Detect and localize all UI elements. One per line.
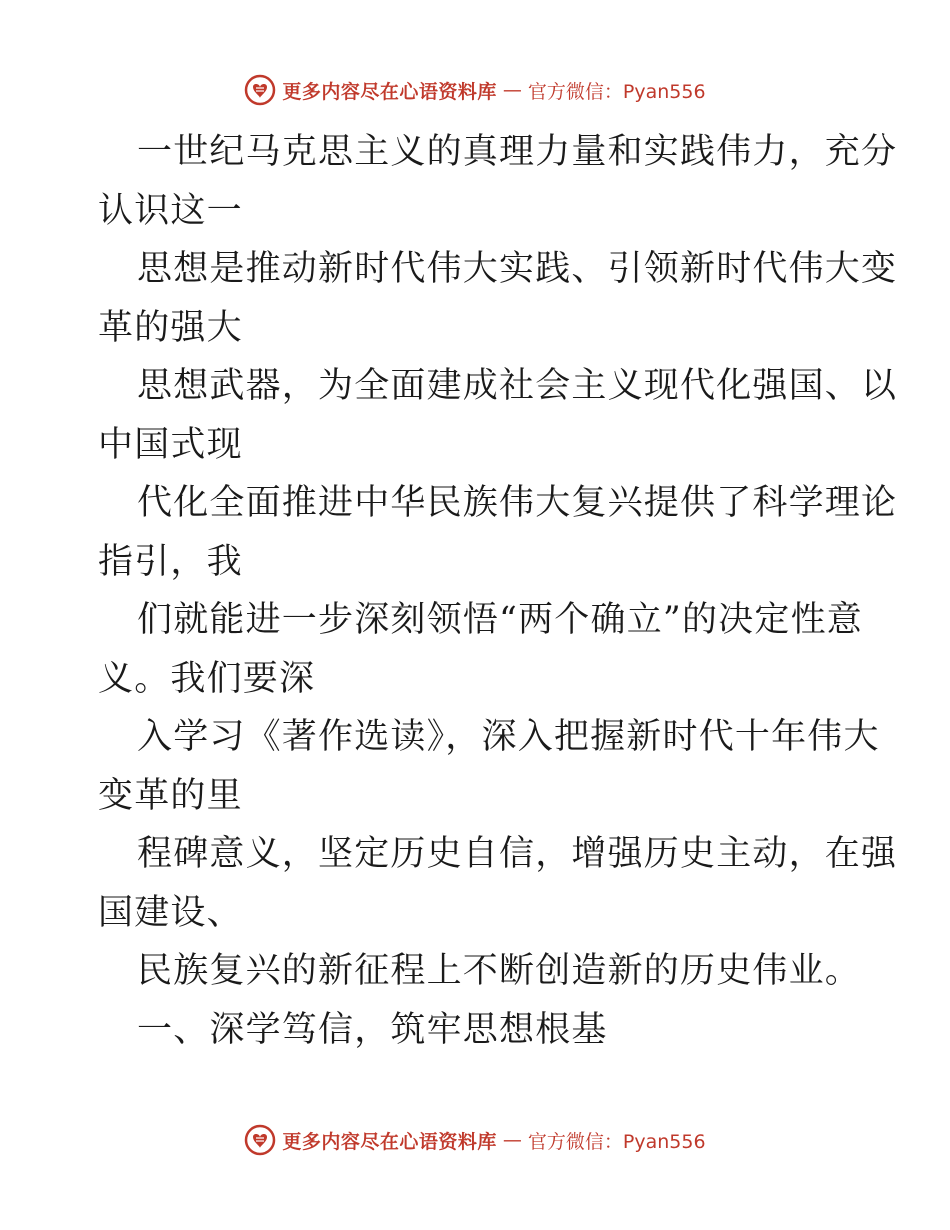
section-heading: 一、深学笃信，筑牢思想根基 [137, 1009, 608, 1050]
footer-banner [0, 1120, 950, 1160]
body-line: 思想武器，为全面建成社会主义现代化强国、以 [137, 366, 898, 406]
body-line: 国建设、 [98, 892, 243, 933]
banner-wechat-text: 官方微信：Pyan556 [527, 1130, 706, 1153]
banner-wechat-text: 官方微信：Pyan556 [527, 80, 706, 103]
heart-book-logo-icon [244, 74, 276, 106]
body-line: 指引，我 [98, 541, 243, 582]
body-line: 思想是推动新时代伟大实践、引领新时代伟大变 [137, 249, 898, 289]
banner-separator: — [502, 1129, 522, 1151]
body-line: 义。我们要深 [98, 658, 316, 699]
body-line: 变革的里 [98, 775, 243, 816]
body-line: 一世纪马克思主义的真理力量和实践伟力，充分 [137, 132, 898, 172]
header-banner [0, 70, 950, 110]
body-line: 代化全面推进中华民族伟大复兴提供了科学理论 [137, 483, 898, 523]
body-line: 们就能进一步深刻领悟“两个确立”的决定性意 [137, 600, 863, 640]
heart-book-logo-icon [244, 1124, 276, 1156]
body-line: 认识这一 [98, 190, 243, 231]
banner-brand-text: 更多内容尽在心语资料库 [282, 80, 497, 103]
document-body [98, 123, 898, 1059]
body-line: 革的强大 [98, 307, 243, 348]
body-line: 中国式现 [98, 424, 243, 465]
body-line: 入学习《著作选读》，深入把握新时代十年伟大 [137, 717, 880, 757]
banner-brand-text: 更多内容尽在心语资料库 [282, 1130, 497, 1153]
body-line: 程碑意义，坚定历史自信，增强历史主动，在强 [137, 834, 898, 874]
banner-separator: — [502, 79, 522, 101]
body-line: 民族复兴的新征程上不断创造新的历史伟业。 [137, 951, 862, 991]
